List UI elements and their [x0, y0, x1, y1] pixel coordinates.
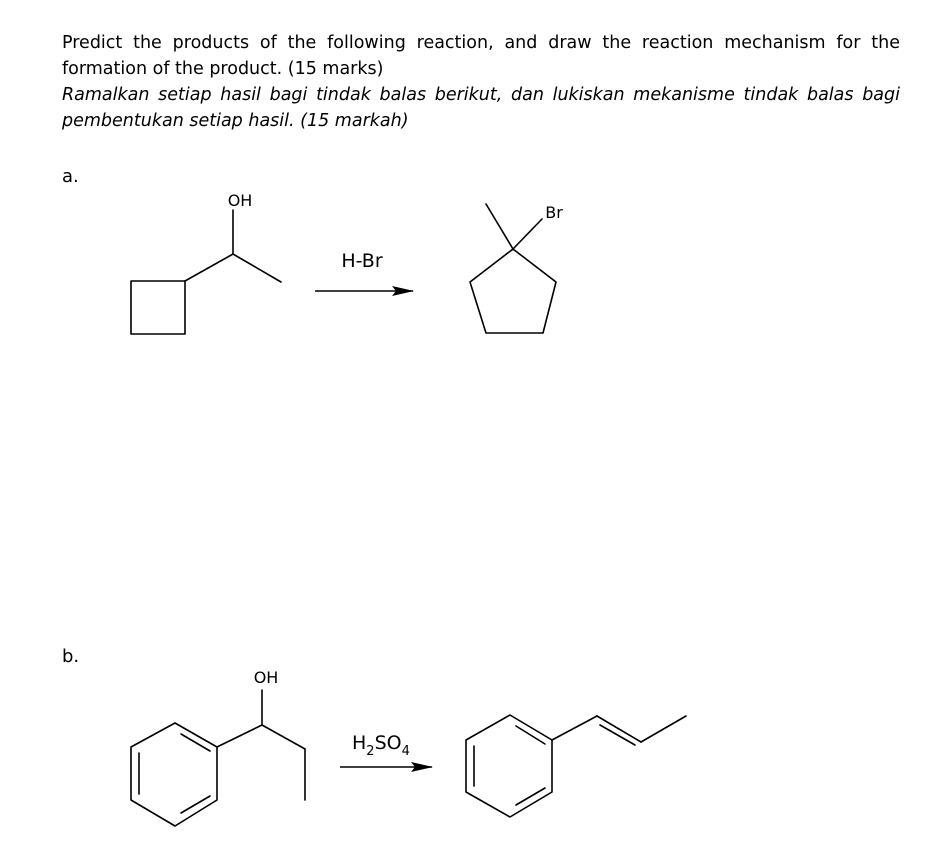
reactant-b-structure	[131, 668, 305, 826]
part-a-label: a.	[62, 166, 79, 187]
benzene-ring	[131, 723, 217, 826]
bond	[262, 725, 305, 749]
question-english: Predict the products of the following reaction, and draw the reaction mechanism for the formation of the product. (15 marks)	[62, 33, 900, 79]
cyclobutane-ring	[131, 281, 185, 334]
benzene-ring	[466, 715, 552, 817]
bond	[233, 254, 281, 282]
reagent-b-label	[352, 732, 410, 759]
bond	[641, 716, 686, 742]
question-malay: Ramalkan setiap hasil bagi tindak balas berikut, dan lukiskan mekanisme tindak balas bagi pembentukan setiap hasil. (15 markah)	[62, 85, 900, 131]
reactant-a-structure	[131, 191, 281, 334]
alkene-double-bond	[597, 716, 641, 742]
reagent-b-sub-4: 4	[401, 744, 410, 759]
aromatic-double-bond	[516, 726, 545, 744]
reagent-b-h: H	[352, 732, 367, 754]
bond	[217, 725, 262, 747]
product-a-br-label: Br	[545, 203, 563, 222]
reagent-b-so: SO	[374, 732, 402, 754]
bromo-bond	[513, 219, 542, 249]
aromatic-double-bond	[516, 788, 545, 805]
bond	[185, 254, 233, 281]
methyl-bond	[486, 204, 513, 249]
aromatic-double-bond	[181, 796, 210, 813]
product-a-structure	[470, 203, 563, 333]
reactant-a-oh-label: OH	[227, 191, 253, 210]
reagent-a-label: H-Br	[341, 250, 383, 272]
product-b-structure	[466, 715, 686, 817]
reagent-b-sub-2: 2	[366, 744, 375, 759]
bond	[552, 716, 597, 740]
part-b-label: b.	[62, 646, 80, 667]
reactant-b-oh-label: OH	[253, 668, 279, 687]
cyclopentane-ring	[470, 249, 556, 333]
aromatic-double-bond	[181, 734, 210, 751]
